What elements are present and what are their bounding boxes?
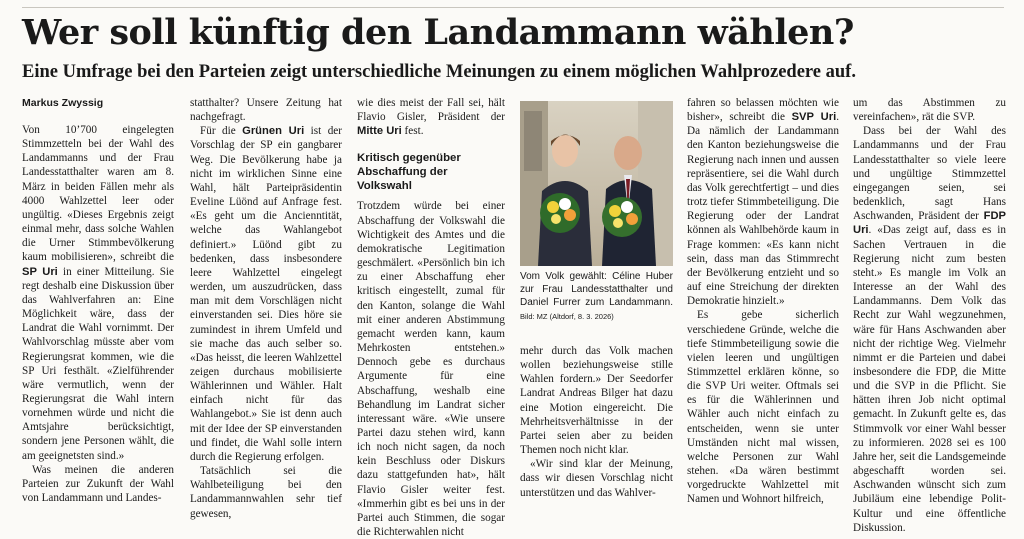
column-6 <box>853 96 1006 535</box>
headline: Wer soll künftig den Landammann wählen? <box>22 12 854 53</box>
news-photo <box>520 101 673 266</box>
photo-caption <box>520 270 673 323</box>
paragraph: Es gebe sicherlich verschiedene Gründe, welche die tiefe Stimmbeteiligung sowie die vielen leeren und ungültigen Stimmzettel erklären könne, so die SVP Uri weiter. Oftmals sei es für die Wählerinnen und Wähler auch nicht einfach zu entscheiden, wenn sie unter Umständen nicht mal wissen, welche Personen zur Wahl stehen. «Da wären bestimmt vorgedruckte Wahlzettel mit Namen und Wohnort hilfreich, <box>687 309 839 506</box>
party-name: FDP Uri <box>853 210 1006 237</box>
caption-text: Vom Volk gewählt: Céline Huber zur Frau Landesstatthalter und Daniel Furrer zum Landammann. <box>520 271 673 309</box>
photo-illustration <box>520 101 673 266</box>
column-5 <box>687 96 839 507</box>
paragraph: Für die Grünen Uri ist der Vorschlag der SP ein gangbarer Weg. Die Bevölkerung habe ja nicht im wirklichen Sinne eine Wahl, hält Parteipräsidentin Eveline Lüönd auf Anfrage fest. «Es geht um die Ancienntität, welche das Wahlangebot definiert.» Lüönd gibt zu bedenken, dass insbesondere leere Wahlzettel eingelegt werden, um auszudrücken, dass man mit dem Vorschlägen nicht einverstanden sei. Dies höre sie zumindest in ihrem Umfeld und sie mache das auch selber so. «Das heisst, die leeren Wahlzettel zeigen durchaus mobilisierte Wählerinnen und Wähler. Halt einfach nicht für das Wahlangebot.» Sie ist denn auch mit der Idee der SP einverstanden und findet, die Wahl solle intern durch die Regierung erfolgen. <box>190 125 342 463</box>
paragraph: Was meinen die anderen Parteien zur Zukunft der Wahl von Landammann und Landes- <box>22 463 174 505</box>
party-name: Grünen Uri <box>242 125 305 138</box>
paragraph: mehr durch das Volk machen wollen beziehungsweise stille Wahlen fordern.» Der Seedorfer Landrat Andreas Bilger hat dazu eine Motion eingereicht. Die Mehrheitsverhältnisse in der Partei seien aber zu beiden Themen noch nicht klar. <box>520 345 673 457</box>
party-name: SVP Uri <box>791 111 837 124</box>
paragraph: Von 10’700 eingelegten Stimmzetteln bei der Wahl des Landammanns und der Frau Landesstatthalter waren am 8. März in beiden Fällen mehr als 4000 Wahlzettel leer oder ungültig. «Dieses Ergebnis zeigt einmal mehr, dass solche Wahlen die Urner Stimmbevölkerung kaum mobilisieren», schreibt die SP Uri in einer Mitteilung. Sie regt deshalb eine Diskussion über das Wahlverfahren an: Eine Möglichkeit wäre, dass der Landrat die Wahl vornimmt. Der Wahlvorschlag müsste aber vom Regierungsrat kommen, wie die SP Uri festhält. «Zielführender wäre vermutlich, wenn der Regierungsrat die Wahl intern vornehmen würde und nicht die Amtsjahre berücksichtigt, sondern jene Personen wählt, die am geeignetsten sind.» <box>22 124 174 462</box>
party-name: Mitte Uri <box>357 125 402 138</box>
column-4 <box>520 344 673 500</box>
paragraph: fahren so belassen möchten wie bisher», schreibt die SVP Uri. Da nämlich der Landammann den Kanton beziehungsweise die Regierung nach innen und aussen repräsentiere, sei die Wahl durch das Volk gerechtfertigt – und dies trotz tiefer Stimmbeteiligung. Die Regierung oder der Landrat können als Wahlbehörde kaum in Frage kommen: «Es kann nicht sein, dass man das Stimmrecht der Bevölkerung entzieht und so auf eine Streichung der direkten Demokratie hinzielt.» <box>687 97 839 308</box>
subheadline: Eine Umfrage bei den Parteien zeigt unterschiedliche Meinungen zu einem möglichen Wahlprozedere auf. <box>22 62 856 82</box>
crosshead: Kritisch gegenüber Abschaffung der Volkswahl <box>357 152 461 193</box>
party-name: SP Uri <box>22 265 58 278</box>
paragraph: wie dies meist der Fall sei, hält Flavio Gisler, Präsident der Mitte Uri fest. <box>357 97 505 138</box>
column-2 <box>190 96 342 521</box>
paragraph: statthalter? Unsere Zeitung hat nachgefragt. <box>190 97 342 124</box>
paragraph: Trotzdem würde bei einer Abschaffung der Volkswahl die Wichtigkeit des Amtes und die demokratische Legitimation geschmälert. «Persönlich bin ich zu einer Abschaffung eher kritisch eingestellt, zumal für den Kanton, solange die Wahl mit einer anderen Abstimmung gemacht werden kann, kaum Mehrkosten entstehen.» Dennoch gebe es durchaus Argumente für eine Abschaffung, weshalb eine Behandlung im Landrat sicher interessant wäre. «Wie unsere Partei dazu stehen wird, kann ich noch nicht sagen, da noch kein Beschluss oder Diskurs dazu stattgefunden hat», hält Flavio Gisler weiter fest. «Immerhin gibt es bei uns in der Partei auch Stimmen, die sogar die Richterwahlen nicht <box>357 200 505 539</box>
paragraph: Tatsächlich sei die Wahlbeteiligung bei den Landammannwahlen sehr tief gewesen, <box>190 465 342 520</box>
column-1 <box>22 96 174 505</box>
paragraph: um das Abstimmen zu vereinfachen», rät die SVP. <box>853 97 1006 124</box>
paragraph: «Wir sind klar der Meinung, dass wir diesen Vorschlag nicht unterstützen und das Wahlver- <box>520 458 673 499</box>
photo-credit: Bild: MZ (Altdorf, 8. 3. 2026) <box>520 311 614 321</box>
paragraph: Dass bei der Wahl des Landammanns und der Frau Landesstatthalter so viele leere und ungültige Stimmzettel eingegangen seien, sei bedenklich, sagt Hans Aschwanden, Präsident der FDP Uri. «Das zeigt auf, dass es in Sachen Vertrauen in die Regierung nicht zum besten steht.» Es mangle im Volk an Interesse an der Wahl des Landammanns. Dem Volk das Recht zur Wahl wegzunehmen, wäre für Hans Aschwanden aber nicht der richtige Weg. Vielmehr nimmt er die Parteien und dabei insbesondere die FDP, die Mitte und die SVP in die Pflicht. Sie hätten ihren Job nicht optimal gemacht. In Zukunft gelte es, das Stimmvolk vor einer Wahl besser zu informieren. 2028 sei es 100 Jahre her, seit die Landsgemeinde abgeschafft worden sei. Aschwanden wünscht sich zum Jubiläum eine lebendige Polit-Kultur und eine öffentliche Diskussion. <box>853 125 1006 534</box>
top-rule <box>22 7 1004 8</box>
author-byline: Markus Zwyssig <box>22 97 104 109</box>
column-3 <box>357 96 505 539</box>
